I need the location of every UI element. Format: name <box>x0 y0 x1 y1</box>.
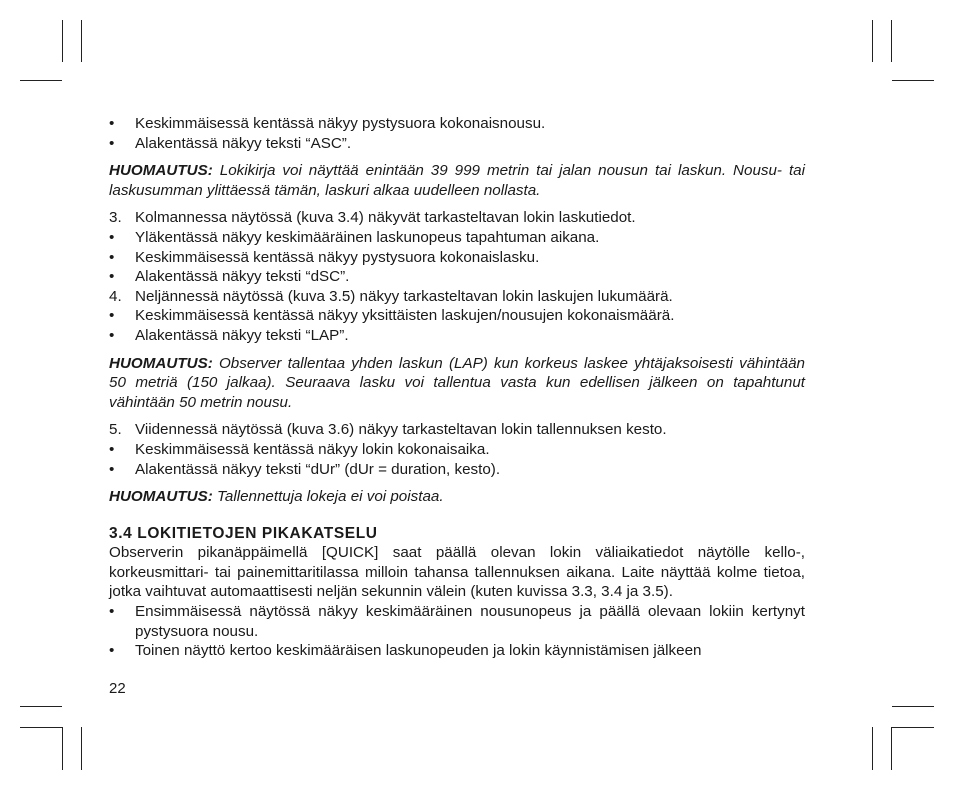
section-heading: 3.4 LOKITIETOJEN PIKAKATSELU <box>109 524 378 542</box>
list-item: • Keskimmäisessä kentässä näkyy yksittäisten laskujen/nousujen kokonaismäärä. <box>109 307 675 325</box>
list-item: • Alakentässä näkyy teksti “dSC”. <box>109 268 350 286</box>
page-body <box>109 114 805 661</box>
crop-mark <box>891 727 892 770</box>
note-paragraph: HUOMAUTUS: Tallennettuja lokeja ei voi poistaa. <box>109 488 444 506</box>
crop-mark <box>892 727 934 728</box>
bullet-mark: • <box>109 115 115 132</box>
list-item: • Keskimmäisessä kentässä näkyy pystysuora kokonaislasku. <box>109 248 540 266</box>
crop-mark <box>872 20 873 62</box>
crop-mark <box>81 20 82 62</box>
crop-mark <box>62 727 63 770</box>
list-item: • Ensimmäisessä näytössä näkyy keskimääräinen nousunopeus ja päällä olevaan lokiin kertynyt pystysuora nousu. <box>109 603 805 640</box>
numbered-step: 3. Kolmannessa näytössä (kuva 3.4) näkyvät tarkasteltavan lokin laskutiedot. <box>109 209 636 227</box>
note-label: HUOMAUTUS: <box>109 354 213 372</box>
page-number: 22 <box>109 680 126 697</box>
crop-mark <box>62 20 63 62</box>
section-paragraph: Observerin pikanäppäimellä [QUICK] saat päällä olevan lokin väliaikatiedot näytölle kello-, korkeusmittari- tai painemittaritilassa milloin tahansa tallennuksen aikana. Laite näyttää kolme tietoa, jotka vaihtuvat automaattisesti neljän sekunnin välein (kuten kuvissa 3.3, 3.4 ja 3.5). <box>109 544 805 601</box>
crop-mark <box>892 80 934 81</box>
note-paragraph: HUOMAUTUS: Lokikirja voi näyttää enintään 39 999 metrin tai jalan nousun tai laskun. Nousu- tai laskusumman ylittäessä tämän, laskuri alkaa uudelleen nollasta. <box>109 162 805 199</box>
list-item: • Toinen näyttö kertoo keskimääräisen laskunopeuden ja lokin käynnistämisen jälkeen <box>109 642 702 660</box>
list-item: • Alakentässä näkyy teksti “LAP”. <box>109 326 349 344</box>
note-paragraph: HUOMAUTUS: Observer tallentaa yhden laskun (LAP) kun korkeus laskee yhtäjaksoisesti vähintään 50 metriä (150 jalkaa). Seuraava lasku voi tallentua vasta kun edellisen jälkeen on tapahtunut vähintään 50 metrin nousu. <box>109 354 805 411</box>
crop-mark <box>20 80 62 81</box>
crop-mark <box>891 20 892 62</box>
bullet-mark: • <box>109 134 115 152</box>
list-item: • Yläkentässä näkyy keskimääräinen laskunopeus tapahtuman aikana. <box>109 228 600 246</box>
list-item: • Keskimmäisessä kentässä näkyy pystysuora kokonaisnousu. <box>109 115 546 132</box>
crop-mark <box>20 706 62 707</box>
crop-mark <box>892 706 934 707</box>
numbered-step: 4. Neljännessä näytössä (kuva 3.5) näkyy tarkasteltavan lokin laskujen lukumäärä. <box>109 287 673 305</box>
list-item: • Alakentässä näkyy teksti “ASC”. <box>109 134 352 152</box>
list-item: • Alakentässä näkyy teksti “dUr” (dUr = duration, kesto). <box>109 460 501 478</box>
crop-mark <box>872 727 873 770</box>
numbered-step: 5. Viidennessä näytössä (kuva 3.6) näkyy tarkasteltavan lokin tallennuksen kesto. <box>109 421 667 439</box>
note-label: HUOMAUTUS: <box>109 162 213 180</box>
crop-mark <box>20 727 62 728</box>
list-item: • Keskimmäisessä kentässä näkyy lokin kokonaisaika. <box>109 440 490 458</box>
note-label: HUOMAUTUS: <box>109 488 213 506</box>
crop-mark <box>81 727 82 770</box>
